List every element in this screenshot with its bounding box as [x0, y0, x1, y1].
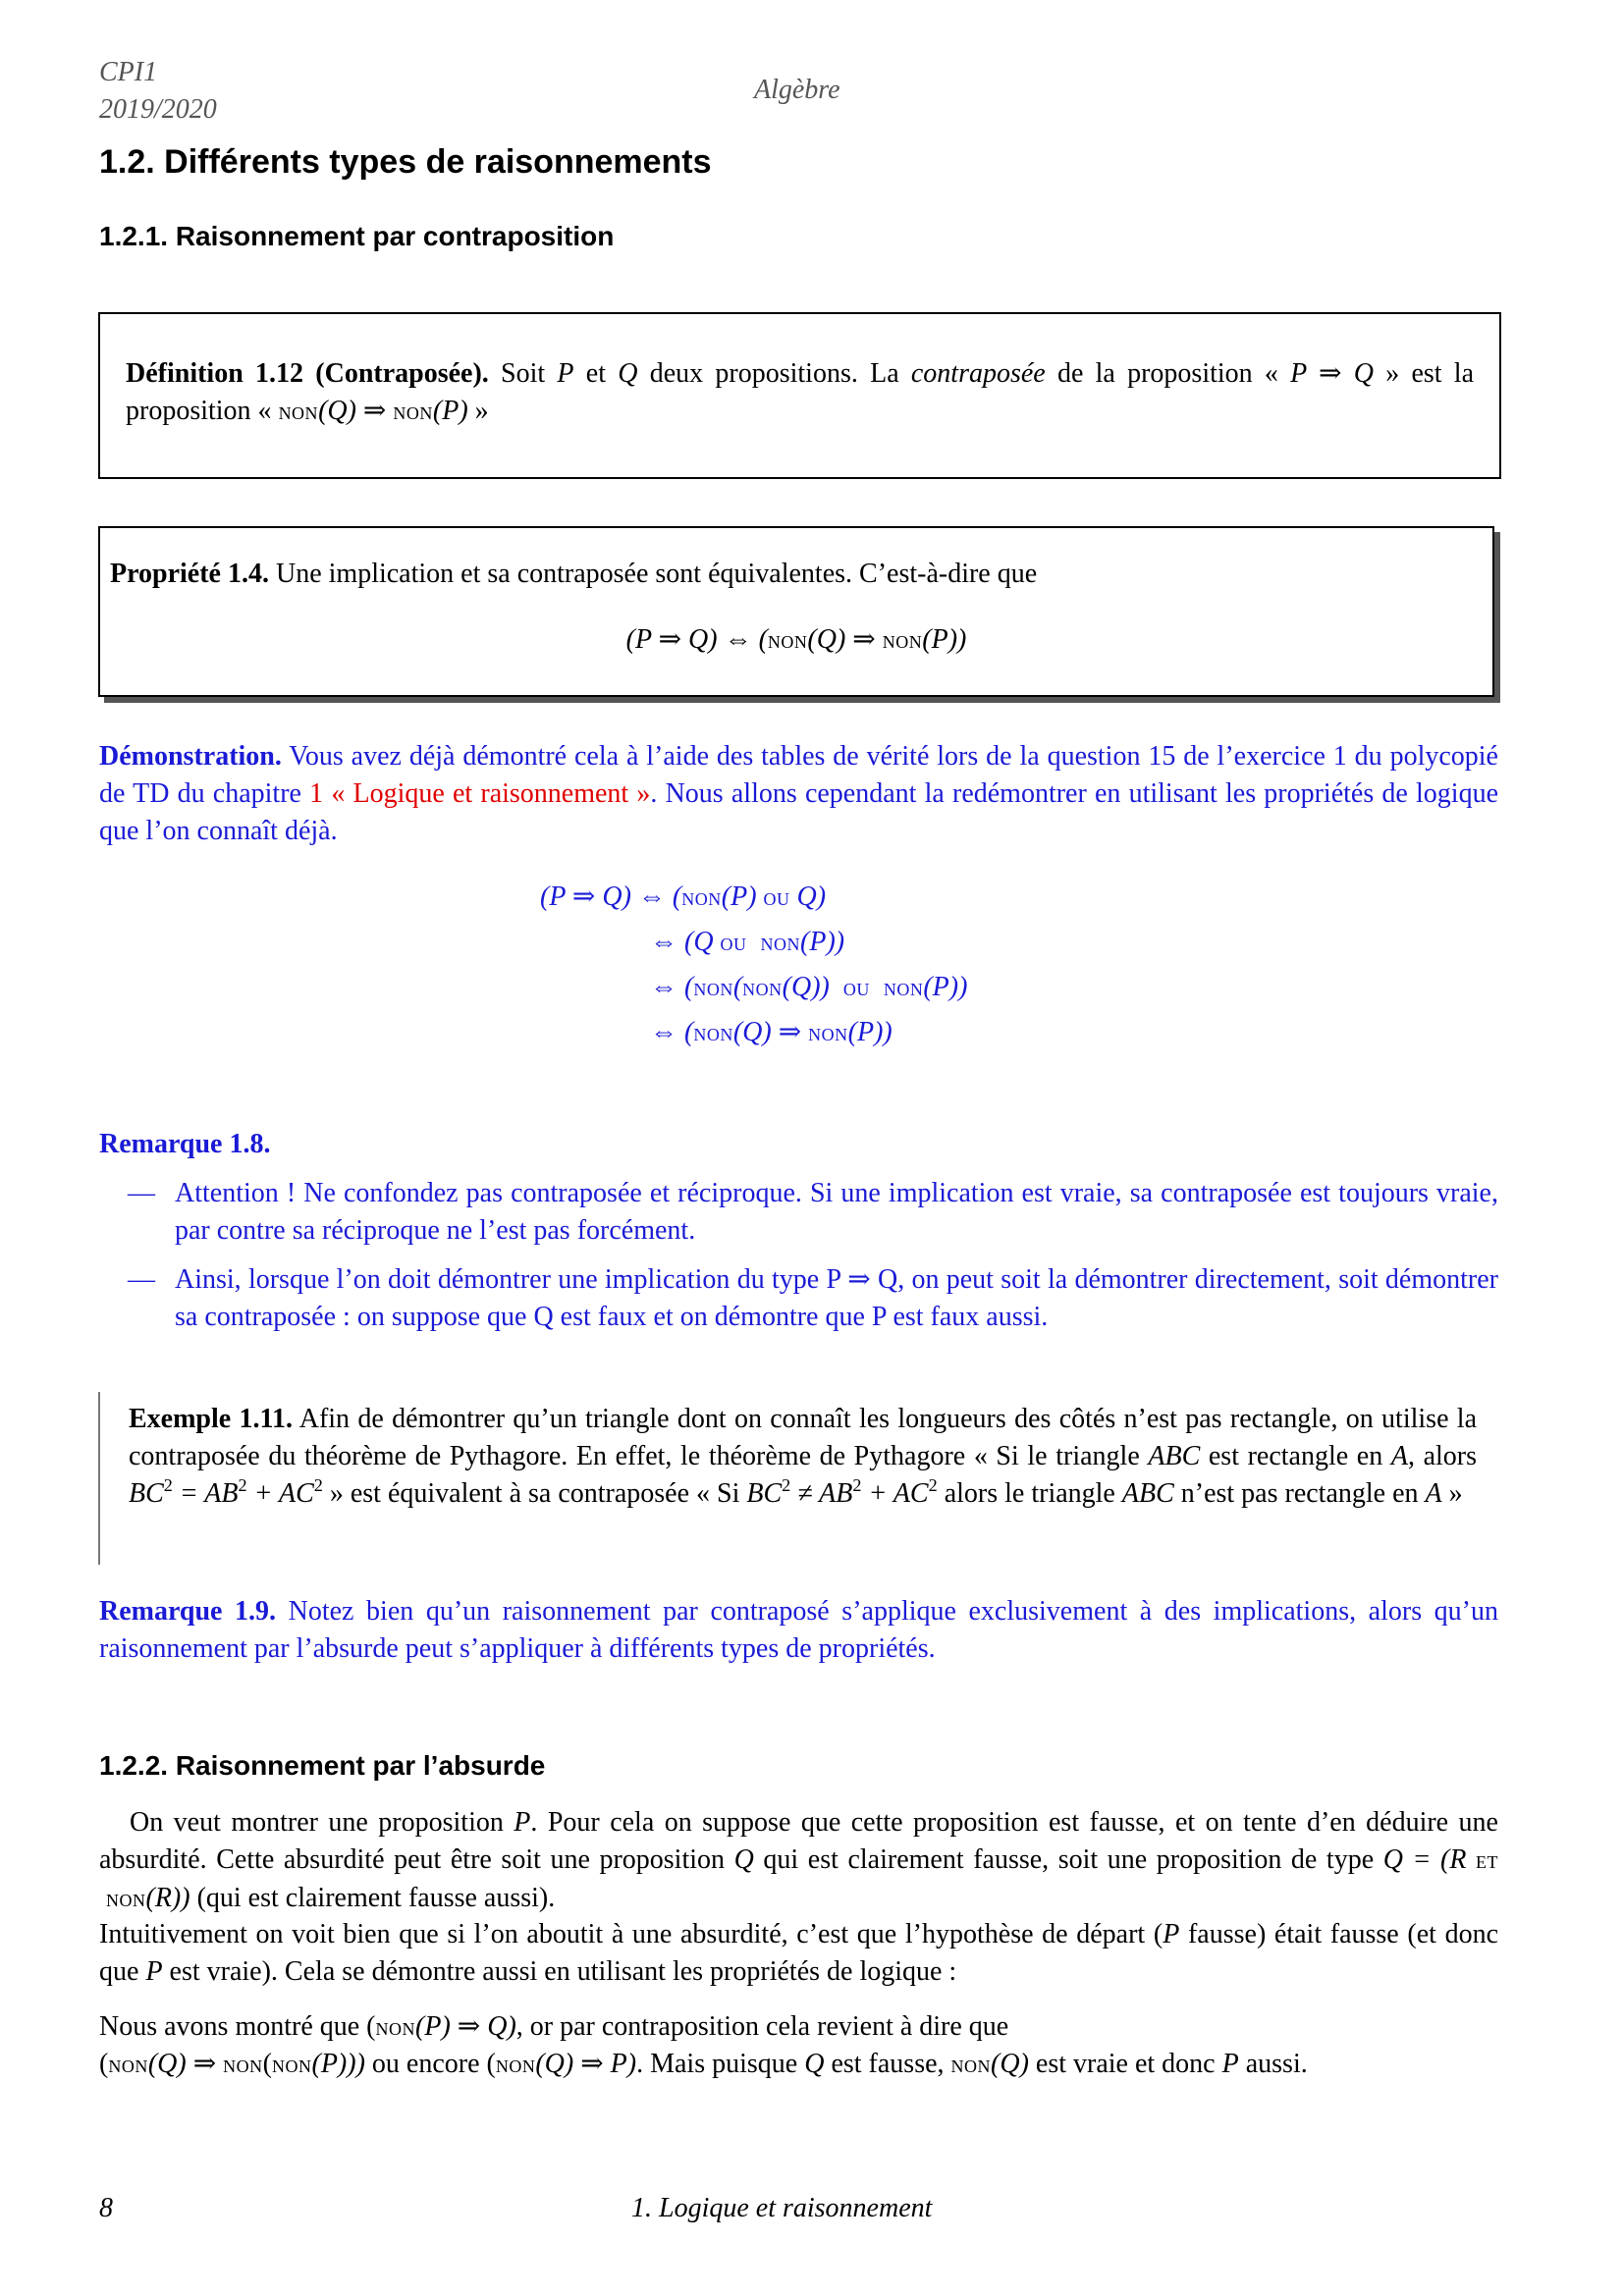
property-formula: (P ⇒ Q) ⇔ (non(Q) ⇒ non(P)) [625, 624, 967, 655]
remark-8-dash-1: — [128, 1178, 155, 1208]
demo-line-2: ⇔ (Q ou non(P)) [650, 927, 845, 957]
definition-label: Définition 1.12 (Contraposée). [126, 358, 489, 389]
definition-term: contraposée [910, 358, 1046, 389]
remark-8-item-1: Attention ! Ne confondez pas contraposée et réciproque. Si une implication est vraie, sa contraposée est toujours vraie, par contre sa réciproque ne l’est pas forcément. [175, 1178, 1498, 1246]
header-course: CPI1 [99, 57, 158, 87]
footer-page-number: 8 [99, 2193, 113, 2223]
chapter-reference-link[interactable]: 1 « Logique et raisonnement » [309, 778, 651, 809]
definition-text: Définition 1.12 (Contraposée). Soit P et Q deux propositions. La contraposée de la proposition « P ⇒ Q » est la proposition « non(Q) ⇒ non(P) » [126, 358, 1475, 426]
footer-chapter-title: 1. Logique et raisonnement [631, 2193, 933, 2223]
subsection-title-contraposition: 1.2.1. Raisonnement par contraposition [99, 221, 615, 251]
remark-8-dash-2: — [128, 1264, 155, 1295]
demo-line-3: ⇔ (non(non(Q)) ou non(P)) [650, 972, 968, 1002]
remark-9-text: Remarque 1.9. Notez bien qu’un raisonnement par contraposé s’applique exclusivement à des implications, alors qu’un raisonnement par l’absurde peut s’appliquer à différents types de propriétés. [99, 1596, 1499, 1664]
remark-9-label: Remarque 1.9. [99, 1596, 277, 1627]
demonstration-text: Démonstration. Vous avez déjà démontré cela à l’aide des tables de vérité lors de la question 15 de l’exercice 1 du polycopié de TD du chapitre 1 « Logique et raisonnement ». Nous allons cependant la redémontrer en utilisant les propriétés de logique que l’on connaît déjà. [99, 741, 1499, 846]
demo-line-1: (P ⇒ Q) ⇔ (non(P) ou Q) [540, 881, 827, 912]
absurde-paragraph-4: (non(Q) ⇒ non(non(P))) ou encore (non(Q) ⇒ P). Mais puisque Q est fausse, non(Q) est vraie et donc P aussi. [99, 2049, 1308, 2079]
example-text: Exemple 1.11. Afin de démontrer qu’un triangle dont on connaît les longueurs des côtés n’est pas rectangle, on utilise la contraposée du théorème de Pythagore. En effet, le théorème de Pythagore « Si le triangle ABC est rectangle en A, alors $BC^2 = AB^2 + AC^2$ » est équivalent à sa contraposée « Si $BC^2 \ne AB^2 + AC^2$ alors le triangle ABC n’est pas rectangle en A » [129, 1404, 1477, 1509]
property-label: Propriété 1.4. [110, 559, 269, 589]
header-year: 2019/2020 [99, 94, 217, 125]
remark-8-item-2: Ainsi, lorsque l’on doit démontrer une implication du type P ⇒ Q, on peut soit la démontrer directement, soit démontrer sa contraposée : on suppose que Q est faux et on démontre que P est faux aussi. [175, 1264, 1498, 1332]
demo-line-4: ⇔ (non(Q) ⇒ non(P)) [650, 1017, 893, 1047]
header-subject: Algèbre [754, 75, 840, 105]
property-text: Propriété 1.4. Une implication et sa contraposée sont équivalentes. C’est-à-dire que [110, 559, 1038, 589]
subsection-title-absurde: 1.2.2. Raisonnement par l’absurde [99, 1750, 546, 1781]
remark-8-label: Remarque 1.8. [99, 1129, 271, 1159]
demonstration-label: Démonstration. [99, 741, 282, 772]
example-label: Exemple 1.11. [129, 1404, 293, 1434]
absurde-paragraph-1: On veut montrer une proposition P. Pour cela on suppose que cette proposition est fausse, et on tente d’en déduire une absurdité. Cette absurdité peut être soit une proposition Q qui est clairement fausse, soit une proposition de type Q = (R et non(R)) (qui est clairement fausse aussi). [99, 1807, 1498, 1913]
section-title: 1.2. Différents types de raisonnements [99, 143, 712, 181]
example-left-rule [98, 1392, 100, 1565]
absurde-paragraph-2: Intuitivement on voit bien que si l’on aboutit à une absurdité, c’est que l’hypothèse de départ (P fausse) était fausse (et donc que P est vraie). Cela se démontre aussi en utilisant les propriétés de logique : [99, 1919, 1499, 1987]
absurde-paragraph-3: Nous avons montré que (non(P) ⇒ Q), or par contraposition cela revient à dire que [99, 2011, 1009, 2042]
property-box [98, 526, 1494, 697]
definition-box [98, 312, 1501, 479]
